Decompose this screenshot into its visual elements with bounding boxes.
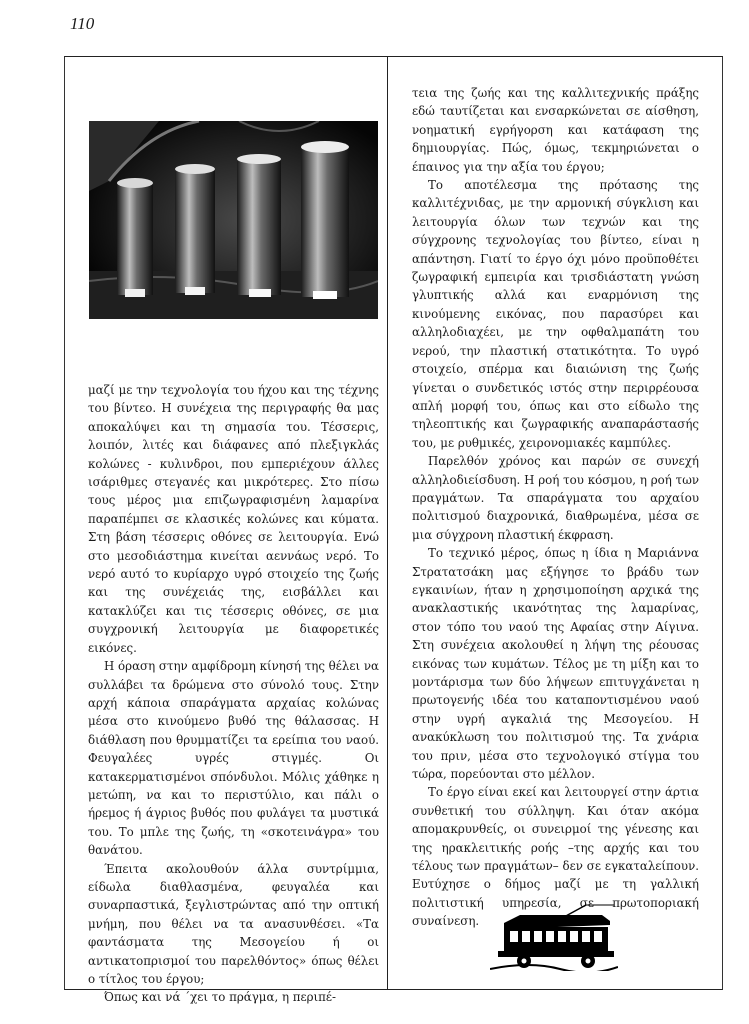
paragraph: Παρελθόν χρόνος και παρών σε συνεχή αλληλοδιείσδυση. Η ροή του κόσμου, η ροή των πραγμάτων. Τα σπαράγματα του αρχαίου πολιτισμού διαχρονικά, διαθρωμένα, μέσα σε μια σύγχρονη πλαστική έκφραση.: [412, 454, 699, 542]
paragraph: Έπειτα ακολουθούν άλλα συντρίμμια, είδωλα διαθλασμένα, φευγαλέα και συναρπαστικά, ξεγλιστρώντας από την οπτική μνήμη, που θέλει να τα ανασυνθέσει. «Τα φαντάσματα της Μεσογείου ή οι αντικατοπρισμοί του παρελθόντος» όπως θέλει ο τίτλος του έργου;: [88, 861, 379, 986]
right-text-column: [412, 84, 699, 931]
column-divider: [387, 56, 388, 990]
left-text-column: [88, 381, 379, 1007]
paragraph: Το έργο είναι εκεί και λειτουργεί στην άρτια συνθετική του σύλληψη. Και όταν ακόμα απομακρυνθείς, οι συνειρμοί της γένεσης και της ηρακλειτικής ροής –της αρχής και του τέλους των πραγμάτων– δεν σε εγκαταλείπουν. Ευτύχησε ο δήμος μαζί με τη γαλλική πολιτιστική υπηρεσία, σε πρωτοποριακή συναίνεση.: [412, 785, 699, 929]
paragraph: Το αποτέλεσμα της πρότασης της καλλιτέχνιδας, με την αρμονική σύγκλιση και λειτουργία όλων των τεχνών και της σύγχρονης τεχνολογίας του βίντεο, είναι η απάντηση. Γιατί το έργο όχι μόνο προϋποθέτει ζωγραφική εμπειρία και τρισδιάστατη γνώση γλυπτικής αλλά και εναρμόνιση της κινούμενης εικόνας, που παρασύρει και αλληλοδιαχέει, με την οφθαλμαπάτη του νερού, την πλαστική στατικότητα. Το υγρό στοιχείο, σπέρμα και διαιώνιση της ζωής γίνεται ο συνδετικός ιστός στην περιρρέουσα απλή μορφή του, όπως και στο είδωλο της τηλεοπτικής και ζωγραφικής αναπαράστασής του, με ρυθμικές, χειρονομιακές καμπύλες.: [412, 178, 699, 450]
paragraph: Το τεχνικό μέρος, όπως η ίδια η Μαριάννα Στρατατσάκη μας εξήγησε το βράδυ των εγκαινίων, ήταν η χρησιμοποίηση αρχικά της ανακλαστικής ικανότητας της λαμαρίνας, στον τόπο του ναού της Αφαίας στην Αίγινα. Στη συνέχεια ακολουθεί η λήψη της ρέουσας εικόνας των κυμάτων. Τέλος με τη μίξη και το μοντάρισμα των δύο λήψεων επιτυγχάνεται η πρωτογενής ιδέα του καταποντισμένου ναού στην υγρή αγκαλιά της Μεσογείου. Η ανακύκλωση του πολιτισμού της. Τα χνάρια του πριν, μέσα στο τεχνολογικό στίγμα του τώρα, πορεύονται στο μέλλον.: [412, 546, 699, 782]
paragraph: Όπως και νά ΄χει το πράγμα, η περιπέ-: [104, 990, 337, 1005]
paragraph: μαζί με την τεχνολογία του ήχου και της τέχνης του βίντεο. Η συνέχεια της περιγραφής θα μας αποκαλύψει και τη σημασία του. Τέσσερις, λοιπόν, λιτές και διάφανες από πλεξιγκλάς κολώνες - κυλινδροι, που εμπεριέχουν άλλες ισάριθμες στεγανές και μικρότερες. Στο πίσω τους μέρος μια επιζωγραφισμένη λαμαρίνα παραπέμπει σε κλασικές κολώνες και κύματα. Στη βάση τέσσερις οθόνες σε λειτουργία. Ενώ στο μεσοδιάστημα κινείται αεννάως νερό. Το νερό αυτό το κυρίαρχο υγρό στοιχείο της ζωής και της συνέχειάς της, εισβάλλει και κατακλύζει και τις τέσσερις οθόνες, σε μια συγχρονική λειτουργία με διαφορετικές εικόνες.: [88, 383, 379, 655]
photograph-icon: [89, 121, 378, 319]
paragraph: τεια της ζωής και της καλλιτεχνικής πράξης εδώ ταυτίζεται και ενσαρκώνεται σε αίσθηση, νοηματική εγρήγορση και κατάφαση της δημιουργίας. Πώς, όμως, τεκμηριώνεται ο έπαινος για την αξία του έργου;: [412, 86, 699, 174]
tram-car-icon: [490, 903, 618, 971]
paragraph: Η όραση στην αμφίδρομη κίνησή της θέλει να συλλάβει τα δρώμενα στο σύνολό τους. Στην αρχή κάποια σπαράγματα αρχαίας κολώνας μέσα στο κινούμενο βυθό της θάλασσας. Η διάθλαση που θρυμματίζει τα ερείπια του ναού. Φευγαλέες υγρές στιγμές. Οι κατακερματισμένοι σπόνδυλοι. Μόλις χάθηκε η μετώπη, να και το περιστύλιο, και πάλι ο ήρεμος ή άγριος βυθός που φυλάγει τα μυστικά του. Το μπλε της ζωής, τη «σκοτεινάγρα» του θανάτου.: [88, 659, 379, 858]
installation-photo: [89, 121, 378, 319]
page-number: 110: [70, 14, 95, 33]
